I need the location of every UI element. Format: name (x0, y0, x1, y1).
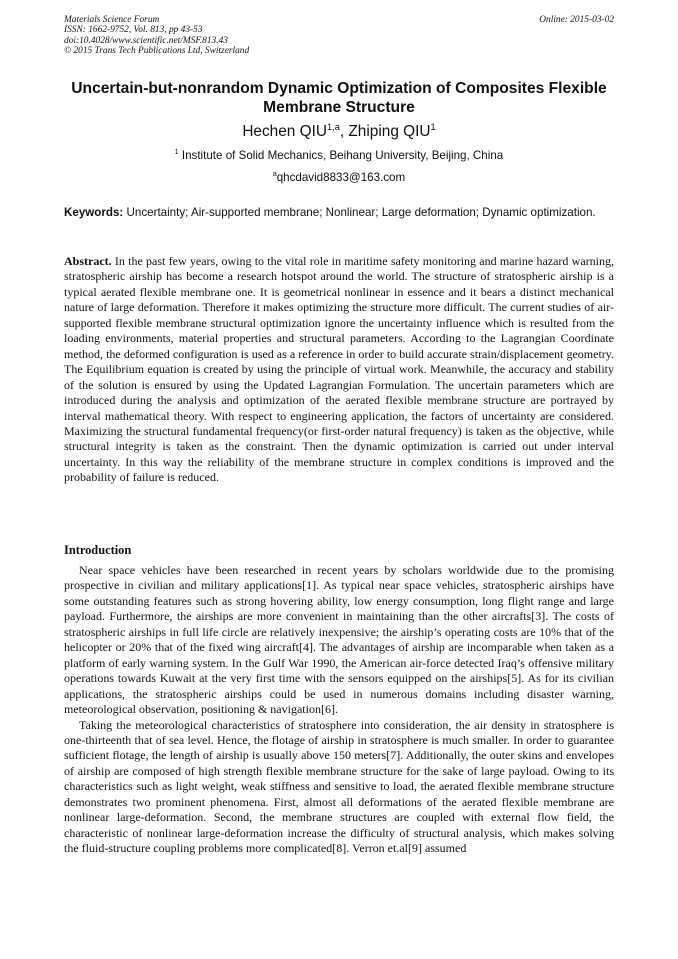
author-2-superscript: 1 (430, 121, 436, 132)
author-1-superscript: 1,a (327, 121, 340, 132)
email-text: qhcdavid8833@163.com (276, 171, 406, 184)
introduction-body (64, 563, 614, 857)
affiliation (52, 149, 626, 163)
online-date: Online: 2015-03-02 (539, 15, 614, 25)
keywords-section (64, 205, 614, 221)
keywords-label: Keywords: (64, 206, 124, 219)
author-2-name: Zhiping QIU (348, 123, 431, 140)
keywords-text: Uncertainty; Air-supported membrane; Nonlinear; Large deformation; Dynamic optimization. (126, 206, 596, 219)
author-line (52, 123, 626, 141)
journal-header (64, 15, 249, 57)
abstract-text: In the past few years, owing to the vital role in maritime safety monitoring and marine hazard warning, stratospheric airship has become a research hotspot around the world. The structure of stratospheric airship is a typical aerated flexible membrane one. It is geometrical nonlinear in essence and it bears a distinct mechanical nature of large deformation. Therefore it makes optimizing the structure more difficult. The current studies of air-supported flexible membrane structural optimization ignore the uncertainty influence which is resulted from the loading environments, material properties and structural parameters. According to the Lagrangian Coordinate method, the deformed configuration is used as a reference in order to build accurate strain/displacement geometry. The Equilibrium equation is created by using the principle of virtual work. Meanwhile, the accuracy and stability of the solution is ensured by using the Updated Lagrangian Formulation. The uncertain parameters which are introduced during the analysis and optimization of the aerated flexible membrane structure are portrayed by interval mathematical theory. With respect to engineering application, the factors of uncertainty are considered. Maximizing the structural fundamental frequency(or first-order natural frequency) is taken as the objective, while structural integrity is taken as the constraint. Then the dynamic optimization is carried out under interval uncertainty. In this way the reliability of the membrane structure in complex conditions is improved and the probability of failure is reduced. (64, 254, 614, 485)
affiliation-superscript: 1 (174, 149, 179, 157)
abstract-paragraph (64, 254, 614, 486)
journal-name: Materials Science Forum (64, 15, 160, 25)
paper-title: Uncertain-but-nonrandom Dynamic Optimization of Composites Flexible Membrane Structure (71, 80, 607, 116)
intro-paragraph-2: Taking the meteorological characteristics of stratosphere into consideration, the air density in stratosphere is one-thirteenth that of sea level. Hence, the flotage of airship in stratosphere is much smaller. In order to guarantee sufficient flotage, the length of airship is usually above 150 meters[7]. Additionally, the outer skins and envelopes of airship are composed of high strength flexible membrane structure for the sake of large payload. Owing to its characteristics such as light weight, weak stiffness and sensitive to load, the aerated flexible membrane structure demonstrates two prominent phenomena. First, almost all deformations of the aerated flexible membrane are nonlinear large-deformation. Second, the membrane structures are coupled with external flow field, the characteristic of nonlinear large-deformation increase the difficulty of structural analysis, which makes solving the fluid-structure coupling problems more complicated[8]. Verron et.al[9] assumed (64, 717, 614, 856)
author-email (52, 171, 626, 185)
doi-line: doi:10.4028/www.scientific.net/MSF.813.43 (64, 35, 228, 46)
abstract-label: Abstract. (64, 254, 112, 268)
affiliation-text: Institute of Solid Mechanics, Beihang University, Beijing, China (181, 149, 504, 162)
copyright-line: © 2015 Trans Tech Publications Ltd, Switzerland (64, 46, 250, 57)
author-1-name: Hechen QIU (242, 123, 327, 140)
intro-paragraph-1: Near space vehicles have been researched in recent years by scholars worldwide due to the promising prospective in civilian and military applications[1]. As typical near space vehicles, stratospheric airships have some outstanding features such as strong hovering ability, low energy consumption, long flight range and large payload. Furthermore, the airships are more convenient in maintaining than the other aircrafts[3]. The costs of stratospheric airships in full life circle are relatively inexpensive; the airship’s operating costs are 10% that of the helicopter or 20% that of the fixed wing aircraft[4]. The advantages of airship are incomparable when taken as a platform of early warning system. In the Gulf War 1990, the American air-force detected Iraq’s offensive military operations towards Kuwait at the very first time with the sensors equipped on the airships[5]. As for its civilian applications, the stratospheric airships could be used in numerous domains including disaster warning, meteorological observation, positioning & navigation[6]. (64, 563, 614, 717)
email-superscript: a (272, 171, 277, 179)
issn-line: ISSN: 1662-9752, Vol. 813, pp 43-53 (64, 25, 203, 36)
introduction-heading: Introduction (64, 543, 132, 557)
author-separator: , (339, 123, 349, 140)
